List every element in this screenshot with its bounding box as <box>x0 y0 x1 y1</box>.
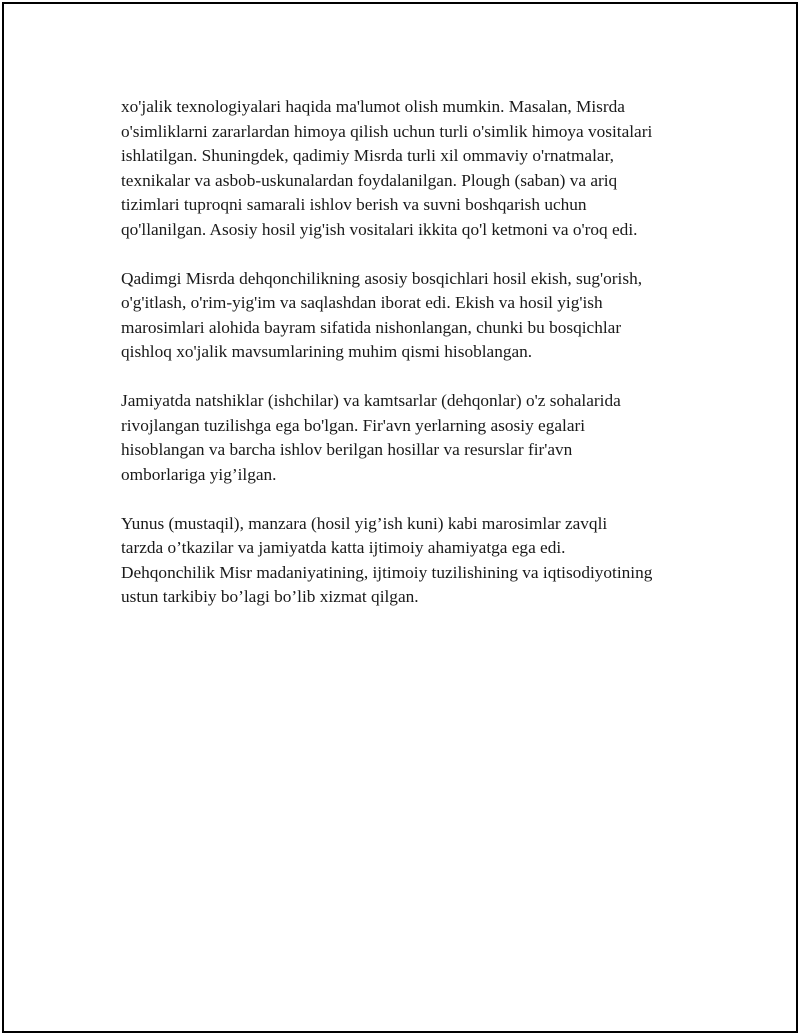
paragraph-4 <box>121 512 701 610</box>
text-line: tarzda o’tkazilar va jamiyatda katta ijtimoiy ahamiyatga ega edi. <box>121 538 566 557</box>
document-page <box>2 2 798 1033</box>
paragraph-1 <box>121 95 701 242</box>
paragraph-3 <box>121 389 701 487</box>
text-line: Jamiyatda natshiklar (ishchilar) va kamtsarlar (dehqonlar) o'z sohalarida <box>121 391 621 410</box>
text-line: Dehqonchilik Misr madaniyatining, ijtimoiy tuzilishining va iqtisodiyotining <box>121 562 653 582</box>
text-line: rivojlangan tuzilishga ega bo'lgan. Fir'avn yerlarning asosiy egalari <box>121 415 586 435</box>
text-line: ishlatilgan. Shuningdek, qadimiy Misrda turli xil ommaviy o'rnatmalar, <box>121 146 614 165</box>
text-line: qishloq xo'jalik mavsumlarining muhim qismi hisoblangan. <box>121 342 533 361</box>
text-line: xo'jalik texnologiyalari haqida ma'lumot olish mumkin. Masalan, Misrda <box>121 97 625 116</box>
text-line: Qadimgi Misrda dehqonchilikning asosiy bosqichlari hosil ekish, sug'orish, <box>121 268 643 288</box>
text-line: marosimlari alohida bayram sifatida nishonlangan, chunki bu bosqichlar <box>121 317 622 337</box>
text-line: hisoblangan va barcha ishlov berilgan hosillar va resurslar fir'avn <box>121 440 573 459</box>
text-line: ustun tarkibiy bo’lagi bo’lib xizmat qilgan. <box>121 587 419 606</box>
text-line: o'g'itlash, o'rim-yig'im va saqlashdan iborat edi. Ekish va hosil yig'ish <box>121 293 603 312</box>
text-line: o'simliklarni zararlardan himoya qilish uchun turli o'simlik himoya vositalari <box>121 121 653 141</box>
paragraph-2 <box>121 267 701 365</box>
text-line: texnikalar va asbob-uskunalardan foydalanilgan. Plough (saban) va ariq <box>121 170 618 190</box>
text-line: Yunus (mustaqil), manzara (hosil yig’ish kuni) kabi marosimlar zavqli <box>121 513 608 533</box>
text-line: qo'llanilgan. Asosiy hosil yig'ish vositalari ikkita qo'l ketmoni va o'roq edi. <box>121 219 638 239</box>
text-line: tizimlari tuproqni samarali ishlov berish va suvni boshqarish uchun <box>121 195 587 214</box>
document-body <box>121 95 701 634</box>
text-line: omborlariga yig’ilgan. <box>121 464 277 484</box>
